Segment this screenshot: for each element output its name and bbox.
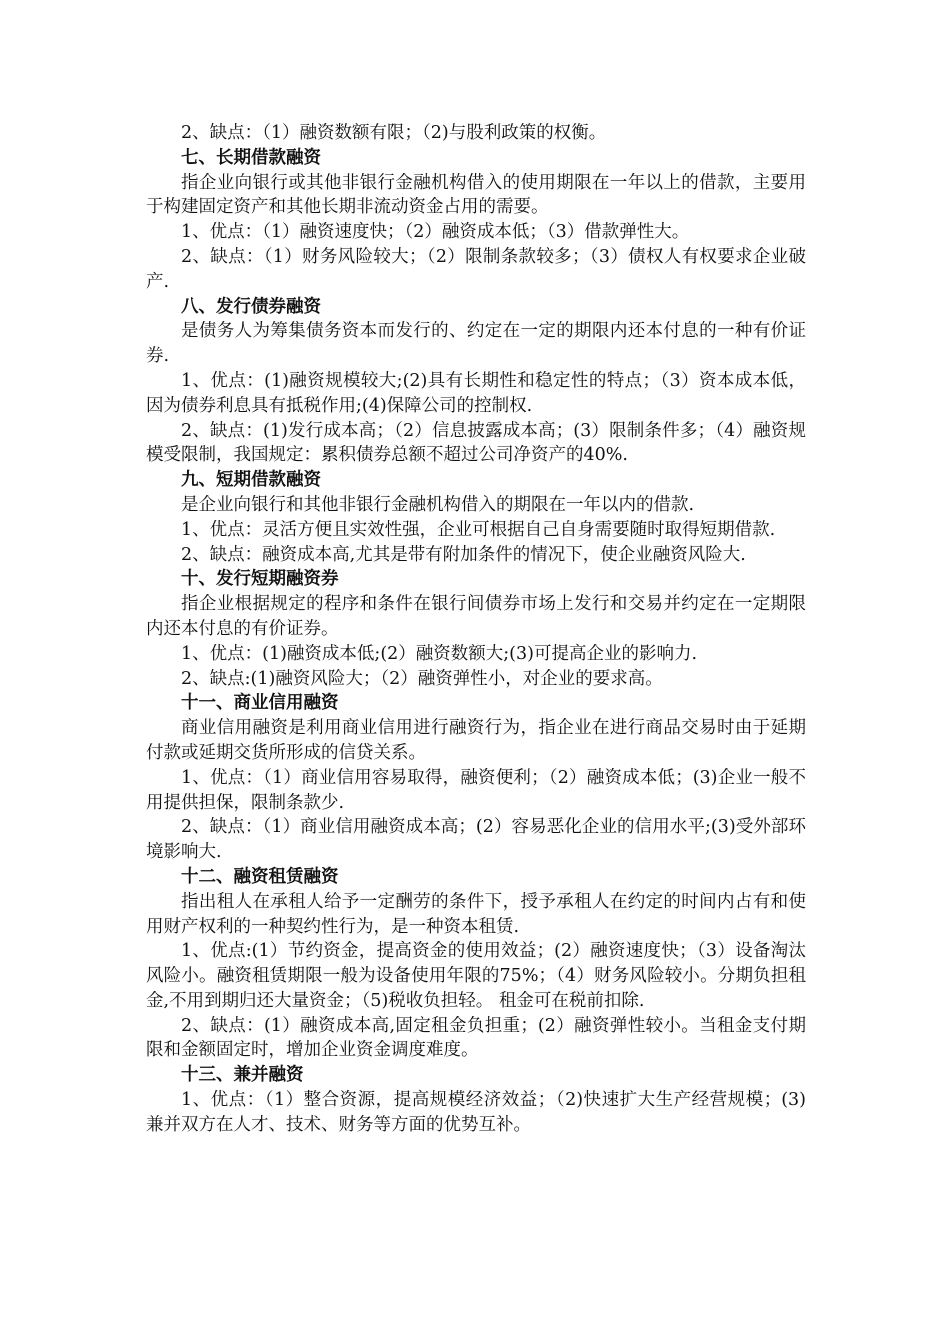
section-heading: 十三、兼并融资 <box>181 1065 304 1086</box>
section-heading: 十、发行短期融资券 <box>181 569 339 590</box>
paragraph: 2、缺点：(1)发行成本高；（2）信息披露成本高；(3）限制条件多；（4）融资规模受限制，我国规定：累积债券总额不超过公司净资产的40%. <box>146 420 806 466</box>
section-heading: 八、发行债券融资 <box>181 296 321 317</box>
paragraph: 1、优点：灵活方便且实效性强，企业可根据自己自身需要随时取得短期借款. <box>181 519 776 540</box>
paragraph: 1、优点：（1）商业信用容易取得，融资便利；（2）融资成本低；(3)企业一般不用提供担保，限制条款少. <box>146 767 806 813</box>
section-heading: 七、长期借款融资 <box>181 147 321 168</box>
paragraph: 是债务人为筹集债务资本而发行的、约定在一定的期限内还本付息的一种有价证券. <box>146 321 806 367</box>
paragraph: 1、优点:(1）节约资金，提高资金的使用效益；(2）融资速度快；（3）设备淘汰风险小。融资租赁期限一般为设备使用年限的75%；（4）财务风险较小。分期负担租金,不用到期归还大量资金；（5)税收负担轻。 租金可在税前扣除. <box>146 941 806 1011</box>
paragraph: 商业信用融资是利用商业信用进行融资行为，指企业在进行商品交易时由于延期付款或延期交货所形成的信贷关系。 <box>146 718 806 763</box>
section-heading: 十二、融资租赁融资 <box>181 866 339 887</box>
paragraph: 是企业向银行和其他非银行金融机构借入的期限在一年以内的借款. <box>181 494 695 515</box>
paragraph: 1、优点：（1）整合资源，提高规模经济效益；（2)快速扩大生产经营规模；(3)兼并双方在人才、技术、财务等方面的优势互补。 <box>146 1090 806 1135</box>
section-heading: 十一、商业信用融资 <box>181 693 339 714</box>
document-body <box>146 121 806 1138</box>
section-heading: 九、短期借款融资 <box>181 470 321 491</box>
paragraph: 2、缺点:(1)融资风险大；（2）融资弹性小，对企业的要求高。 <box>181 668 663 689</box>
paragraph: 1、优点：(1)融资成本低;(2）融资数额大;(3)可提高企业的影响力. <box>181 643 698 664</box>
paragraph: 2、缺点：（1）财务风险较大；（2）限制条款较多；（3）债权人有权要求企业破产. <box>146 246 806 292</box>
paragraph: 2、缺点：融资成本高,尤其是带有附加条件的情况下，使企业融资风险大. <box>181 544 746 565</box>
paragraph: 指企业向银行或其他非银行金融机构借入的使用期限在一年以上的借款，主要用于构建固定资产和其他长期非流动资金占用的需要。 <box>146 172 806 218</box>
paragraph: 2、缺点：（1）商业信用融资成本高；(2）容易恶化企业的信用水平;(3)受外部环境影响大. <box>146 817 806 863</box>
paragraph: 2、缺点：（1）融资数额有限；（2)与股利政策的权衡。 <box>181 123 607 143</box>
paragraph: 1、优点：（1）融资速度快；（2）融资成本低；（3）借款弹性大。 <box>181 222 690 243</box>
paragraph: 指出租人在承租人给予一定酬劳的条件下，授予承租人在约定的时间内占有和使用财产权利的一种契约性行为，是一种资本租赁. <box>146 891 806 937</box>
paragraph: 指企业根据规定的程序和条件在银行间债券市场上发行和交易并约定在一定期限内还本付息的有价证券。 <box>146 594 806 639</box>
paragraph: 1、优点：(1)融资规模较大;(2)具有长期性和稳定性的特点；（3）资本成本低，因为债券利息具有抵税作用;(4)保障公司的控制权. <box>146 370 806 416</box>
paragraph: 2、缺点：(1）融资成本高,固定租金负担重；(2）融资弹性较小。当租金支付期限和金额固定时，增加企业资金调度难度。 <box>146 1015 806 1061</box>
